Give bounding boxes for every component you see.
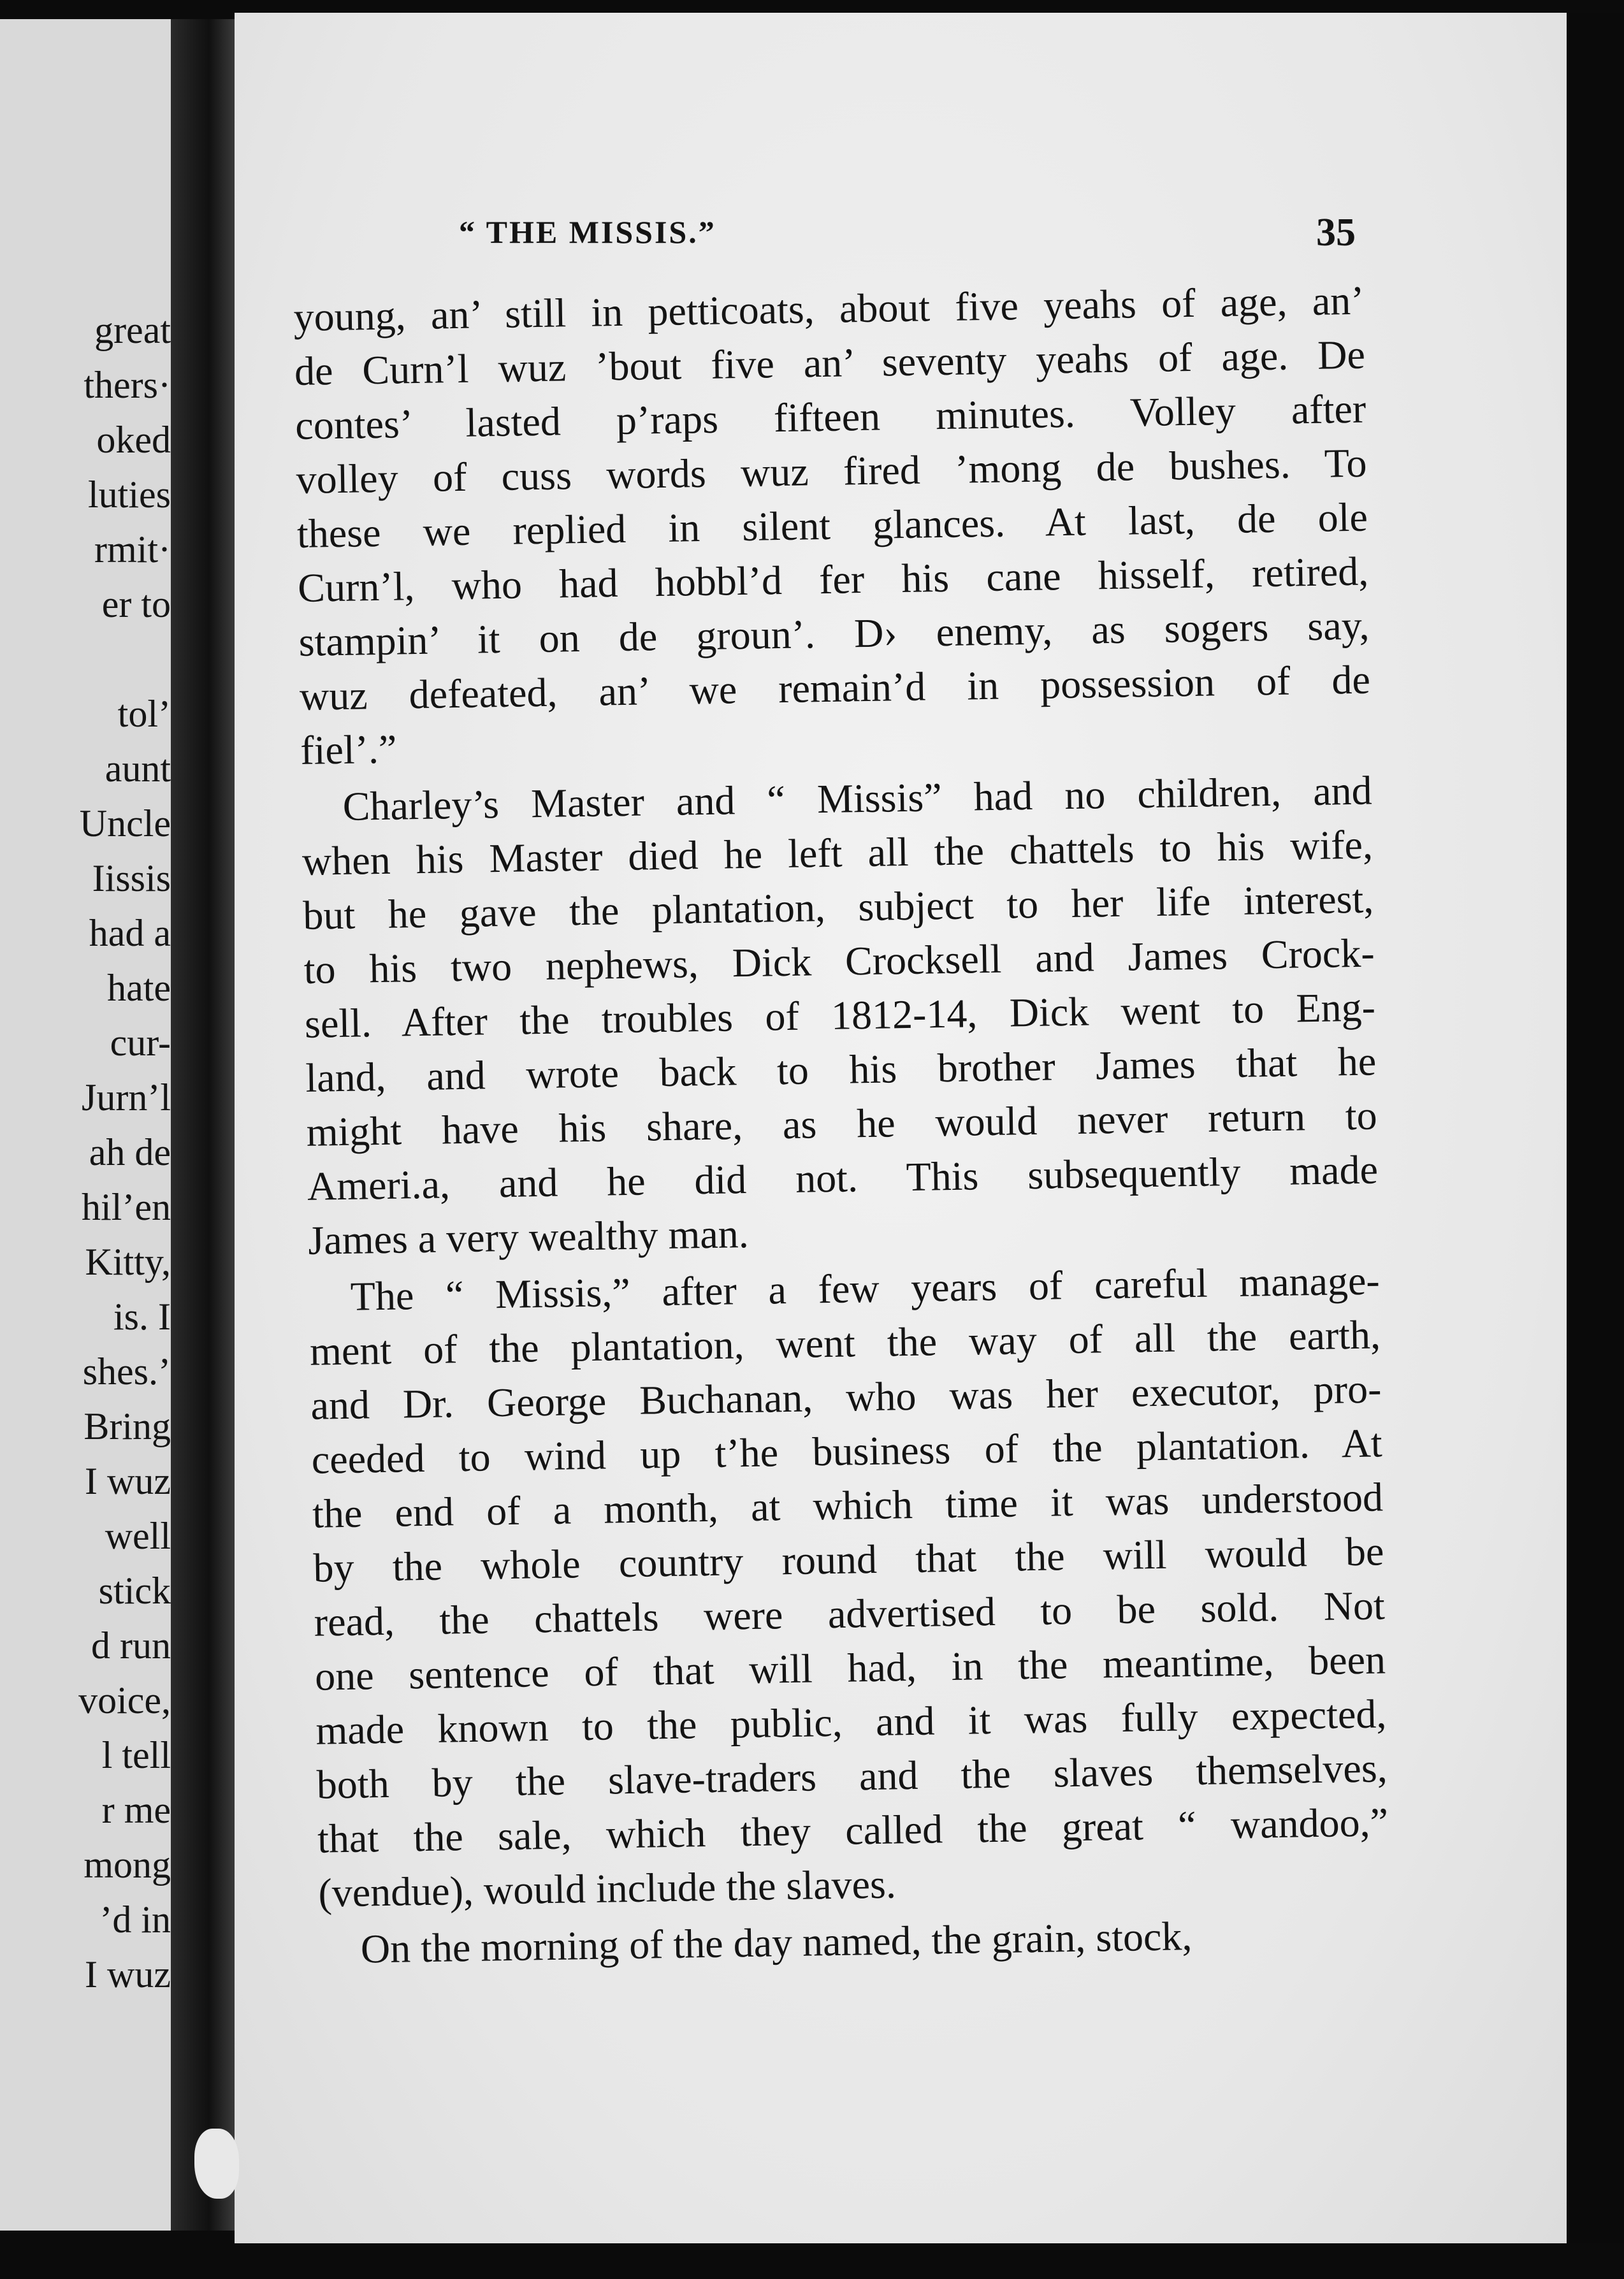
left-page-line: thers· [83, 364, 171, 406]
text-line: that the sale, which they called the great “ wandoo,” [317, 1799, 1389, 1862]
text-line: these we replied in silent glances. At last, de ole [296, 494, 1368, 556]
left-page-line: luties [88, 474, 171, 516]
left-page-line: stick [98, 1570, 171, 1612]
paragraph [301, 763, 1379, 1268]
left-page-line: aunt [105, 748, 171, 790]
left-page-line: hate [107, 967, 171, 1009]
text-line: but he gave the plantation, subject to her life interest, [302, 876, 1374, 938]
left-page-fragment [0, 19, 171, 2231]
text-line: (vendue), would include the slaves. [317, 1861, 897, 1916]
left-page-line: is. I [113, 1296, 171, 1338]
text-line: On the morning of the day named, the grain, stock, [360, 1913, 1193, 1972]
text-line: fiel’.” [300, 726, 397, 773]
text-line: ment of the plantation, went the way of all the earth, [309, 1312, 1381, 1374]
text-line: de Curn’l wuz ’bout five an’ seventy yeahs of age. De [294, 331, 1366, 394]
left-page-text [5, 303, 171, 2002]
book-gutter [171, 19, 235, 2231]
left-page-line: had a [89, 912, 171, 954]
left-page-line: oked [96, 419, 171, 461]
running-head: “ THE MISSIS.” [459, 214, 716, 250]
left-page-line: Iissis [92, 857, 171, 899]
text-line: volley of cuss words wuz fired ’mong de bushes. To [296, 440, 1368, 502]
text-line: stampin’ it on de groun’. D› enemy, as sogers say, [298, 602, 1370, 665]
left-page-line: Jurn’l [82, 1076, 171, 1118]
left-page-line: great [94, 309, 171, 351]
text-line: James a very wealthy man. [307, 1210, 750, 1263]
text-line: land, and wrote back to his brother James that he [305, 1038, 1377, 1101]
text-line: and Dr. George Buchanan, who was her executor, pro- [310, 1366, 1382, 1428]
text-line: both by the slave-traders and the slaves themselves, [316, 1745, 1388, 1807]
left-page-line: r me [101, 1789, 171, 1831]
text-line: Curn’l, who had hobbl’d fer his cane hisself, retired, [297, 548, 1369, 611]
left-page-line: tol’ [117, 693, 171, 735]
text-line: sell. After the troubles of 1812-14, Dick went to Eng- [304, 984, 1376, 1046]
text-line: the end of a month, at which time it was understood [312, 1474, 1384, 1537]
left-page-line: cur- [110, 1022, 171, 1064]
text-line: ceeded to wind up t’he business of the plantation. At [311, 1420, 1383, 1482]
left-page-line: Bring [83, 1405, 171, 1447]
left-page-line: mong [83, 1844, 171, 1886]
text-line: read, the chattels were advertised to be sold. Not [314, 1582, 1386, 1645]
left-page-line: Uncle [79, 802, 171, 844]
paper-blot [194, 2129, 239, 2199]
left-page-line: er to [101, 583, 171, 625]
text-line: Ameri.a, and he did not. This subsequently made [307, 1147, 1379, 1209]
left-page-line: well [105, 1515, 171, 1557]
text-line: to his two nephews, Dick Crocksell and James Crock- [303, 930, 1375, 992]
paragraph [308, 1253, 1389, 1920]
text-line: might have his share, as he would never return to [306, 1092, 1378, 1155]
page-number: 35 [1316, 211, 1356, 254]
text-line: wuz defeated, an’ we remain’d in possession of de [299, 656, 1371, 719]
text-line: when his Master died he left all the chattels to his wife, [301, 821, 1374, 884]
left-page-line: rmit· [94, 528, 171, 570]
left-page-line: l tell [101, 1734, 171, 1776]
text-line: by the whole country round that the will would be [312, 1528, 1384, 1591]
text-line: contes’ lasted p’raps fifteen minutes. Volley after [294, 386, 1367, 448]
body-text [293, 273, 1390, 1979]
left-page-line: ah de [89, 1131, 171, 1173]
left-page-line: d run [91, 1624, 171, 1667]
left-page-line: voice, [78, 1679, 171, 1721]
text-line: Charley’s Master and “ Missis” had no children, and [342, 767, 1373, 829]
left-page-line: I wuz [85, 1460, 171, 1502]
left-page-line [5, 632, 171, 686]
text-line: one sentence of that will had, in the meantime, been [314, 1637, 1386, 1699]
left-page-line: I wuz [85, 1953, 171, 1995]
text-line: made known to the public, and it was fully expected, [315, 1691, 1387, 1753]
paragraph [293, 273, 1372, 778]
left-page-line: hil’en [82, 1186, 171, 1228]
page-edge [1567, 13, 1624, 2243]
left-page-line: shes.’ [82, 1350, 171, 1393]
text-line: The “ Missis,” after a few years of careful manage- [350, 1257, 1381, 1319]
text-line: young, an’ still in petticoats, about five yeahs of age, an’ [293, 277, 1365, 340]
left-page-line: ’d in [99, 1899, 171, 1941]
left-page-line: Kitty, [85, 1241, 171, 1283]
